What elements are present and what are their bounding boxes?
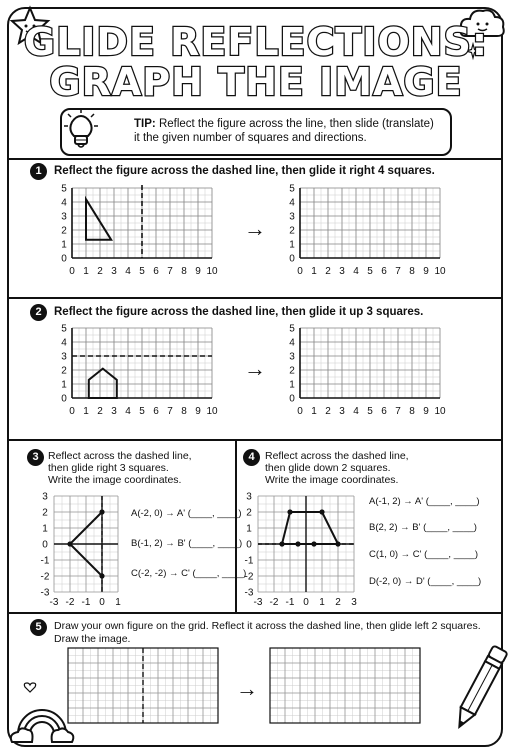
problem-3-coordinate-grid: [40, 491, 121, 608]
x-tick-label: 2: [325, 266, 331, 277]
problem-4-coord-a: A(-1, 2) → A' (____, ____): [369, 496, 480, 507]
x-tick-label: 8: [181, 266, 187, 277]
problem-1-source-grid: [61, 183, 218, 277]
y-tick-label: 5: [289, 183, 295, 195]
x-tick-label: 1: [83, 266, 89, 277]
x-tick-label: 6: [381, 406, 387, 417]
y-tick-label: 5: [61, 323, 67, 335]
y-tick-label: 0: [61, 393, 67, 405]
x-tick-label: -2: [65, 597, 75, 608]
y-tick-label: 2: [289, 365, 295, 377]
y-tick-label: -3: [244, 587, 254, 599]
problem-2-source-grid: [61, 323, 218, 417]
y-tick-label: 2: [246, 507, 252, 519]
x-tick-label: -3: [253, 597, 263, 608]
y-tick-label: 2: [289, 225, 295, 237]
y-tick-label: 0: [289, 253, 295, 265]
y-tick-label: 1: [61, 239, 67, 251]
x-tick-label: 10: [434, 406, 446, 417]
x-tick-label: -1: [81, 597, 91, 608]
x-tick-label: -2: [269, 597, 279, 608]
problem-3-number: 3: [27, 449, 44, 466]
x-tick-label: 1: [311, 406, 317, 417]
divider: [9, 297, 501, 299]
problem-3-instruction-line2: then glide right 3 squares.: [48, 462, 169, 474]
page-title-line2: GRAPH THE IMAGE: [49, 60, 463, 104]
x-tick-label: 0: [297, 266, 303, 277]
x-tick-label: 0: [303, 597, 309, 608]
x-tick-label: 9: [195, 266, 201, 277]
problem-4-coord-d: D(-2, 0) → D' (____, ____): [369, 576, 482, 587]
arrow-icon: →: [244, 356, 266, 381]
y-tick-label: 3: [246, 491, 252, 503]
problem-4-coord-b: B(2, 2) → B' (____, ____): [369, 522, 477, 533]
y-tick-label: 0: [42, 539, 48, 551]
vertex-point: [295, 541, 300, 546]
x-tick-label: 6: [381, 266, 387, 277]
y-tick-label: 0: [61, 253, 67, 265]
y-tick-label: -3: [40, 587, 50, 599]
x-tick-label: 3: [351, 597, 357, 608]
problem-4-coordinate-grid: [244, 491, 357, 608]
y-tick-label: -2: [40, 571, 50, 583]
x-tick-label: -1: [285, 597, 295, 608]
problem-1-number: 1: [30, 163, 47, 180]
x-tick-label: 5: [367, 406, 373, 417]
rainbow-cloud-icon: [10, 700, 74, 744]
x-tick-label: 6: [153, 266, 159, 277]
divider: [9, 439, 501, 441]
x-tick-label: 0: [99, 597, 105, 608]
x-tick-label: 1: [311, 266, 317, 277]
x-tick-label: 3: [111, 266, 117, 277]
y-tick-label: 1: [42, 523, 48, 535]
problem-3-instruction-line3: Write the image coordinates.: [48, 474, 182, 486]
y-tick-label: 2: [42, 507, 48, 519]
y-tick-label: 3: [42, 491, 48, 503]
problem-2-instruction: Reflect the figure across the dashed line, then glide it up 3 squares.: [54, 306, 424, 318]
tip-label: TIP:: [134, 118, 156, 130]
y-tick-label: 2: [61, 225, 67, 237]
x-tick-label: 7: [167, 266, 173, 277]
x-tick-label: 9: [195, 406, 201, 417]
x-tick-label: 0: [69, 266, 75, 277]
y-tick-label: 4: [61, 197, 67, 209]
x-tick-label: 2: [335, 597, 341, 608]
problem-3-coord-b: B(-1, 2) → B' (____, ____): [131, 538, 243, 549]
x-tick-label: 5: [367, 266, 373, 277]
problem-2-answer-grid: [289, 323, 446, 417]
problem-5-answer-grid[interactable]: [270, 648, 420, 724]
y-tick-label: 0: [289, 393, 295, 405]
y-tick-label: -1: [244, 555, 254, 567]
problem-1-instruction: Reflect the figure across the dashed line, then glide it right 4 squares.: [54, 165, 435, 177]
x-tick-label: 7: [395, 266, 401, 277]
x-tick-label: 2: [97, 266, 103, 277]
problem-3-coord-c: C(-2, -2) → C' (____, ____): [131, 568, 247, 579]
x-tick-label: 4: [125, 406, 131, 417]
tip-box: [60, 108, 452, 156]
x-tick-label: 8: [409, 266, 415, 277]
arrow-icon: →: [236, 676, 258, 701]
light-bulb-icon: [64, 108, 98, 152]
x-tick-label: 0: [69, 406, 75, 417]
vertex-point: [335, 541, 340, 546]
problem-3-instruction-line1: Reflect across the dashed line,: [48, 450, 192, 462]
y-tick-label: 5: [61, 183, 67, 195]
x-tick-label: 10: [434, 266, 446, 277]
vertex-point: [99, 573, 104, 578]
problem-3-coord-a: A(-2, 0) → A' (____, ____): [131, 508, 242, 519]
x-tick-label: 5: [139, 406, 145, 417]
y-tick-label: 1: [289, 379, 295, 391]
heart-icon: [24, 682, 36, 693]
divider: [9, 612, 501, 614]
problem-4-number: 4: [243, 449, 260, 466]
x-tick-label: 9: [423, 266, 429, 277]
x-tick-label: 3: [339, 406, 345, 417]
x-tick-label: 10: [206, 406, 218, 417]
x-tick-label: 8: [181, 406, 187, 417]
x-tick-label: -3: [49, 597, 59, 608]
vertex-point: [311, 541, 316, 546]
problem-5-instruction-line1: Draw your own figure on the grid. Reflect it across the dashed line, then glide left 2 squares.: [54, 620, 481, 632]
divider: [235, 439, 237, 614]
x-tick-label: 10: [206, 266, 218, 277]
problem-4-instruction-line3: Write the image coordinates.: [265, 474, 399, 486]
y-tick-label: 1: [246, 523, 252, 535]
figure: [86, 199, 111, 240]
divider: [9, 158, 501, 160]
x-tick-label: 1: [115, 597, 121, 608]
vertex-point: [279, 541, 284, 546]
problem-4-instruction-line1: Reflect across the dashed line,: [265, 450, 409, 462]
x-tick-label: 3: [111, 406, 117, 417]
tip-text: Reflect the figure across the line, then slide (translate) it the given number of squares and directions.: [134, 118, 434, 144]
x-tick-label: 7: [395, 406, 401, 417]
problem-2-number: 2: [30, 304, 47, 321]
vertex-point: [319, 509, 324, 514]
arrow-icon: →: [244, 216, 266, 241]
y-tick-label: -2: [244, 571, 254, 583]
y-tick-label: -1: [40, 555, 50, 567]
y-tick-label: 3: [61, 211, 67, 223]
pencil-icon: [452, 640, 508, 736]
x-tick-label: 1: [83, 406, 89, 417]
x-tick-label: 9: [423, 406, 429, 417]
problem-1-answer-grid: [289, 183, 446, 277]
x-tick-label: 1: [319, 597, 325, 608]
y-tick-label: 0: [246, 539, 252, 551]
x-tick-label: 3: [339, 266, 345, 277]
y-tick-label: 3: [289, 211, 295, 223]
problem-5-instruction-line2: Draw the image.: [54, 633, 131, 645]
y-tick-label: 1: [289, 239, 295, 251]
x-tick-label: 0: [297, 406, 303, 417]
page-title-line1: GLIDE REFLECTIONS:: [23, 20, 489, 64]
vertex-point: [287, 509, 292, 514]
x-tick-label: 4: [125, 266, 131, 277]
y-tick-label: 5: [289, 323, 295, 335]
x-tick-label: 6: [153, 406, 159, 417]
x-tick-label: 7: [167, 406, 173, 417]
x-tick-label: 2: [97, 406, 103, 417]
y-tick-label: 4: [289, 337, 295, 349]
y-tick-label: 4: [289, 197, 295, 209]
vertex-point: [67, 541, 72, 546]
y-tick-label: 2: [61, 365, 67, 377]
x-tick-label: 8: [409, 406, 415, 417]
x-tick-label: 4: [353, 266, 359, 277]
x-tick-label: 5: [139, 266, 145, 277]
x-tick-label: 4: [353, 406, 359, 417]
x-tick-label: 2: [325, 406, 331, 417]
problem-4-instruction-line2: then glide down 2 squares.: [265, 462, 391, 474]
y-tick-label: 3: [289, 351, 295, 363]
problem-4-coord-c: C(1, 0) → C' (____, ____): [369, 549, 478, 560]
vertex-point: [99, 509, 104, 514]
problem-5-draw-grid[interactable]: [68, 648, 224, 724]
problem-5-number: 5: [30, 619, 47, 636]
y-tick-label: 3: [61, 351, 67, 363]
y-tick-label: 1: [61, 379, 67, 391]
y-tick-label: 4: [61, 337, 67, 349]
